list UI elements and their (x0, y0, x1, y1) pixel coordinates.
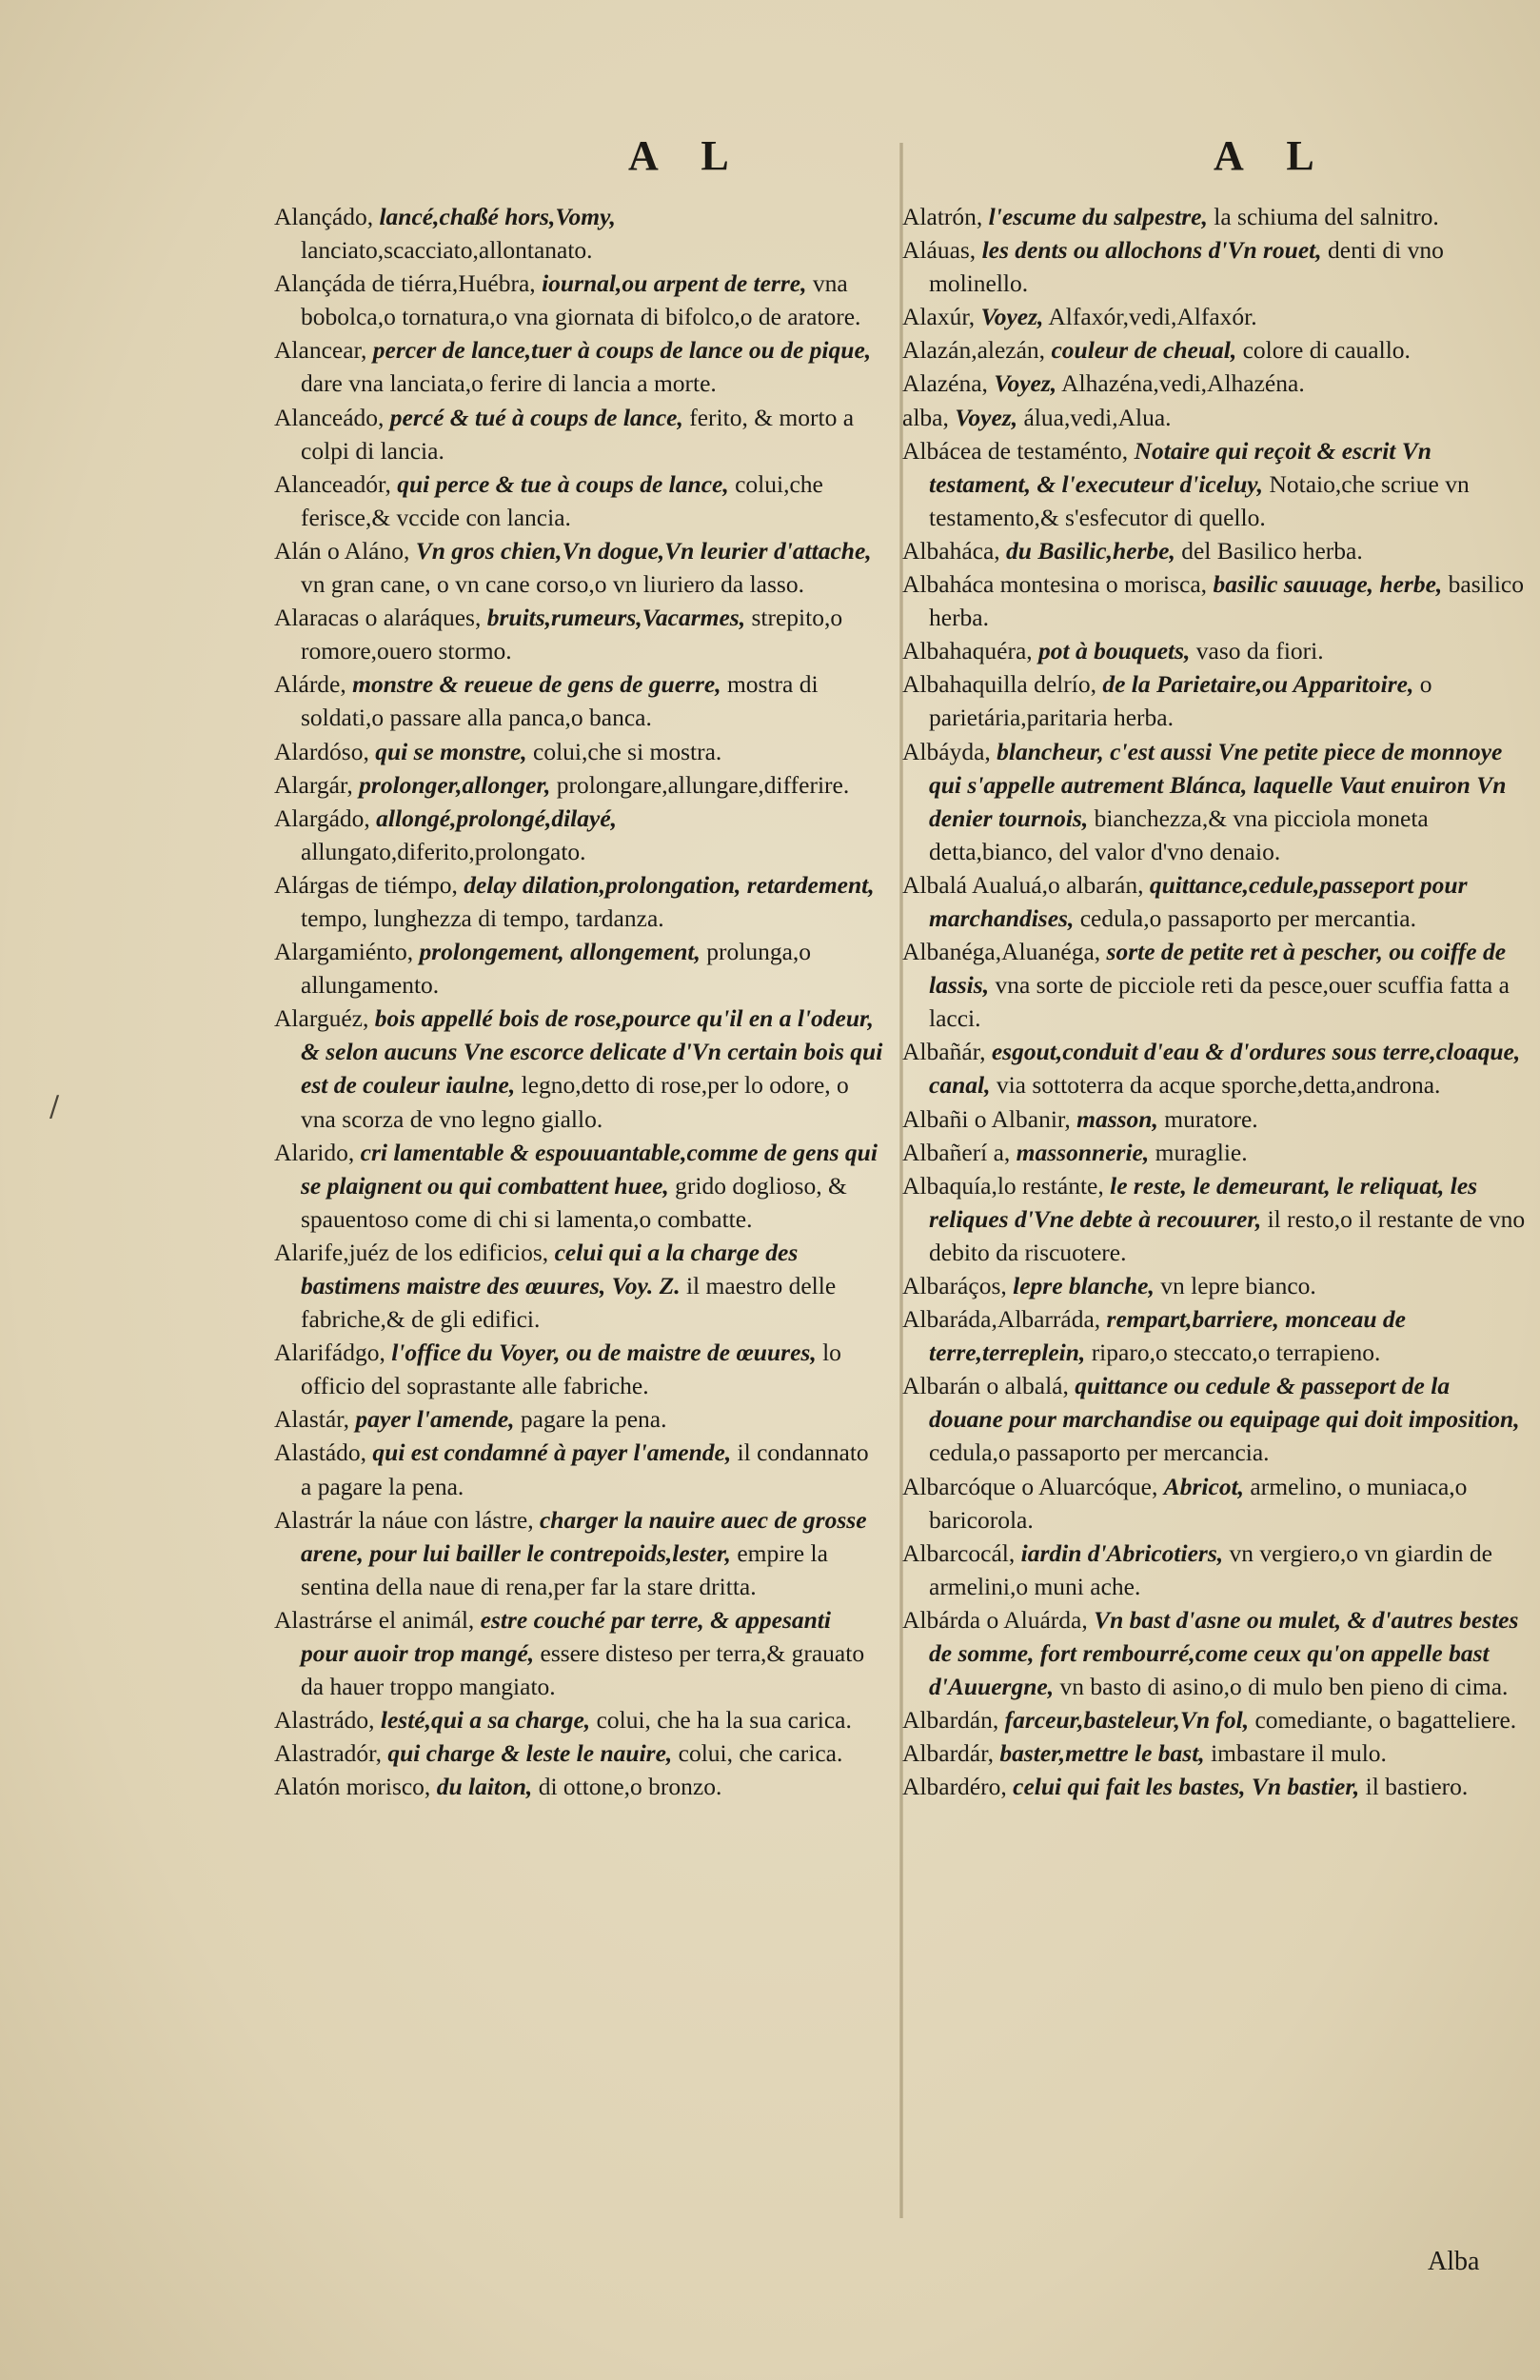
french-gloss: bruits,rumeurs,Vacarmes, (486, 604, 746, 632)
headword: Alargamiénto, (274, 938, 414, 966)
italian-gloss: denti di vno molinello. (929, 236, 1444, 298)
dictionary-entry (902, 1770, 1526, 1803)
dictionary-entry (902, 1470, 1526, 1537)
italian-gloss: basilico herba. (929, 570, 1524, 632)
italian-gloss: il resto,o il restante de vno debito da riscuotere. (929, 1204, 1526, 1266)
dictionary-entry (274, 1236, 883, 1336)
headword: Albaháca, (902, 536, 1000, 565)
french-gloss: celui qui a la charge des bastimens maistre des œuures, Voy. Z. (301, 1238, 799, 1299)
dictionary-entry (902, 667, 1526, 734)
french-gloss: lesté,qui a sa charge, (380, 1706, 591, 1735)
headword: Alaxúr, (902, 303, 976, 331)
headword: Alárgas de tiémpo, (274, 870, 458, 899)
headword: Alán o Aláno, (274, 536, 410, 565)
dictionary-entry (274, 1002, 883, 1135)
dictionary-entry (902, 1736, 1526, 1770)
headword: Albardán, (902, 1706, 999, 1735)
dictionary-entry (902, 1537, 1526, 1603)
italian-gloss: ferito, & morto a colpi di lancia. (301, 403, 855, 465)
french-gloss: lepre blanche, (1013, 1272, 1155, 1299)
headword: Alanceádo, (274, 403, 385, 431)
italian-gloss: lanciato,scacciato,allontanato. (301, 236, 593, 265)
headword: Albañi o Albanir, (902, 1104, 1071, 1133)
dictionary-entry (274, 1770, 883, 1803)
dictionary-entry (274, 1336, 883, 1402)
italian-gloss: armelino, o muniaca,o baricorola. (929, 1472, 1468, 1534)
dictionary-entry (902, 1102, 1526, 1136)
french-gloss: allongé,prolongé,dilayé, (376, 803, 618, 832)
italian-gloss: il condannato a pagare la pena. (301, 1438, 869, 1500)
french-gloss: Abricot, (1163, 1472, 1245, 1500)
headword: Alardóso, (274, 737, 369, 765)
dictionary-entry (274, 802, 883, 868)
headword: Albaháca montesina o morisca, (902, 570, 1208, 599)
italian-gloss: essere disteso per terra,& grauato da hauer troppo mangiato. (301, 1639, 865, 1701)
french-gloss: qui charge & leste le nauire, (387, 1739, 673, 1768)
french-gloss: qui se monstre, (375, 737, 527, 765)
headword: Albalá Aualuá,o albarán, (902, 870, 1144, 899)
italian-gloss: vna sorte de picciole reti da pesce,ouer scuffia fatta a lacci. (929, 971, 1510, 1033)
italian-gloss: grido doglioso, & spauentoso come di chi si lamenta,o combatte. (301, 1171, 847, 1233)
italian-gloss: Notaio,che scriue vn testamento,& s'esfecutor di quello. (929, 469, 1470, 531)
headword: Alárde, (274, 670, 346, 699)
headword: Albarcóque o Aluarcóque, (902, 1472, 1158, 1500)
italian-gloss: il bastiero. (1365, 1773, 1469, 1801)
italian-gloss: riparo,o steccato,o terrapieno. (1091, 1339, 1381, 1367)
left-column (274, 200, 883, 1804)
french-gloss: les dents ou allochons d'Vn rouet, (981, 236, 1322, 265)
italian-gloss: Alhazéna,vedi,Alhazéna. (1061, 369, 1305, 398)
french-gloss: delay dilation,prolongation, retardement, (464, 870, 875, 899)
french-gloss: percé & tué à coups de lance, (389, 403, 683, 431)
italian-gloss: tempo, lunghezza di tempo, tardanza. (301, 903, 664, 932)
italian-gloss: empire la sentina della naue di rena,per far la stare dritta. (301, 1538, 828, 1600)
headword: Alarguéz, (274, 1004, 369, 1033)
catchword: Alba (1428, 2247, 1480, 2276)
headword: Alançádo, (274, 203, 374, 230)
french-gloss: prolongement, allongement, (419, 938, 701, 966)
headword: Aláuas, (902, 236, 977, 265)
dictionary-entry (274, 267, 883, 333)
french-gloss: esgout,conduit d'eau & d'ordures sous terre,cloaque, canal, (929, 1038, 1521, 1100)
italian-gloss: colore di cauallo. (1242, 336, 1411, 365)
headword: Alastádo, (274, 1438, 367, 1467)
dictionary-entry (902, 1369, 1526, 1469)
italian-gloss: legno,detto di rose,per lo odore, o vna scorza de vno legno giallo. (301, 1071, 849, 1133)
italian-gloss: dare vna lanciata,o ferire di lancia a morte. (301, 369, 717, 398)
dictionary-entry (902, 1035, 1526, 1101)
dictionary-entry (274, 467, 883, 534)
italian-gloss: il maestro delle fabriche,& de gli edifici. (301, 1272, 837, 1334)
french-gloss: de la Parietaire,ou Apparitoire, (1102, 670, 1414, 699)
dictionary-entry (902, 1302, 1526, 1369)
headword: Alaracas o alaráques, (274, 604, 482, 632)
headword: Albarcocál, (902, 1538, 1016, 1567)
headword: Alargádo, (274, 803, 370, 832)
french-gloss: charger la nauire auec de grosse arene, pour lui bailler le contrepoids,lester, (301, 1505, 867, 1567)
headword: Albanéga,Aluanéga, (902, 938, 1101, 966)
dictionary-entry (902, 434, 1526, 534)
french-gloss: bois appellé bois de rose,pource qu'il en a l'odeur, & selon aucuns Vne escorce delicate d'Vn certain bois qui est de couleur iaulne, (301, 1004, 883, 1100)
headword: Alargár, (274, 770, 353, 799)
headword: Alazán,alezán, (902, 336, 1046, 365)
french-gloss: farceur,basteleur,Vn fol, (1004, 1706, 1250, 1735)
french-gloss: percer de lance,tuer à coups de lance ou de pique, (372, 336, 872, 365)
french-gloss: blancheur, c'est aussi Vne petite piece de monnoye qui s'appelle autrement Blánca, laquelle Vaut enuiron Vn denier tournois, (929, 737, 1507, 832)
italian-gloss: pagare la pena. (520, 1405, 667, 1434)
dictionary-entry (274, 1703, 883, 1736)
dictionary-entry (274, 1402, 883, 1436)
italian-gloss: lo officio del soprastante alle fabriche. (301, 1339, 841, 1400)
headword: Alazéna, (902, 369, 988, 398)
italian-gloss: muraglie. (1155, 1138, 1248, 1166)
dictionary-entry (902, 935, 1526, 1035)
italian-gloss: colui,che si mostra. (533, 737, 722, 765)
italian-gloss: o parietária,paritaria herba. (929, 670, 1432, 732)
italian-gloss: strepito,o romore,ouero stormo. (301, 604, 843, 665)
dictionary-entry (274, 601, 883, 667)
dictionary-entry (902, 634, 1526, 667)
headword: Albardár, (902, 1739, 994, 1768)
dictionary-entry (274, 200, 883, 267)
headword: Albárda o Aluárda, (902, 1605, 1088, 1634)
running-header-left: A L (628, 132, 746, 179)
french-gloss: payer l'amende, (355, 1405, 515, 1434)
french-gloss: iardin d'Abricotiers, (1020, 1538, 1224, 1567)
headword: Alanceadór, (274, 469, 391, 498)
dictionary-entry (902, 1269, 1526, 1302)
french-gloss: baster,mettre le bast, (999, 1739, 1205, 1768)
headword: Albañár, (902, 1038, 986, 1066)
headword: Alastrár la náue con lástre, (274, 1505, 534, 1534)
dictionary-entry (274, 1436, 883, 1502)
italian-gloss: imbastare il mulo. (1211, 1739, 1387, 1768)
italian-gloss: bianchezza,& vna picciola moneta detta,bianco, del valor d'vno denaio. (929, 803, 1429, 865)
headword: Albahaquéra, (902, 637, 1033, 665)
headword: Albaráda,Albarráda, (902, 1305, 1101, 1334)
french-gloss: du Basilic,herbe, (1006, 536, 1175, 565)
headword: Albaquía,lo restánte, (902, 1171, 1104, 1200)
french-gloss: prolonger,allonger, (359, 770, 551, 799)
headword: Alançáda de tiérra,Huébra, (274, 269, 536, 298)
headword: Albácea de testaménto, (902, 436, 1129, 465)
italian-gloss: muratore. (1164, 1104, 1258, 1133)
dictionary-entry (274, 667, 883, 734)
dictionary-entry (902, 300, 1526, 333)
dictionary-entry (274, 333, 883, 400)
french-gloss: sorte de petite ret à pescher, ou coiffe de lassis, (929, 938, 1507, 1000)
dictionary-entry (274, 935, 883, 1002)
dictionary-entry (902, 534, 1526, 567)
dictionary-entry (902, 401, 1526, 434)
italian-gloss: vn gran cane, o vn cane corso,o vn liuriero da lasso. (301, 570, 804, 599)
headword: Alastár, (274, 1405, 349, 1434)
dictionary-entry (902, 1136, 1526, 1169)
french-gloss: qui est condamné à payer l'amende, (372, 1438, 732, 1467)
french-gloss: Notaire qui reçoit & escrit Vn testament, & l'executeur d'iceluy, (929, 436, 1431, 498)
italian-gloss: del Basilico herba. (1181, 536, 1363, 565)
french-gloss: massonnerie, (1016, 1138, 1150, 1166)
french-gloss: quittance ou cedule & passeport de la douane pour marchandise ou equipage qui doit imposition, (929, 1372, 1520, 1434)
french-gloss: iournal,ou arpent de terre, (542, 269, 807, 298)
italian-gloss: vaso da fiori. (1195, 637, 1324, 665)
dictionary-entry (902, 367, 1526, 400)
dictionary-entry (274, 768, 883, 802)
headword: Albarán o albalá, (902, 1372, 1069, 1400)
dictionary-entry (274, 1136, 883, 1236)
french-gloss: le reste, le demeurant, le reliquat, les reliques d'Vne debte à recouurer, (929, 1171, 1478, 1233)
headword: Alatrón, (902, 203, 983, 230)
dictionary-entry (902, 1169, 1526, 1269)
italian-gloss: allungato,diferito,prolongato. (301, 837, 586, 865)
french-gloss: monstre & reueue de gens de guerre, (352, 670, 721, 699)
headword: Alarife,juéz de los edificios, (274, 1238, 549, 1266)
french-gloss: Vn bast d'asne ou mulet, & d'autres bestes de somme, fort rembourré,come ceux qu'on appelle bast d'Auuergne, (929, 1605, 1519, 1701)
italian-gloss: colui, che ha la sua carica. (596, 1706, 852, 1735)
dictionary-entry (274, 1603, 883, 1703)
right-column (902, 200, 1526, 1804)
headword: Albardéro, (902, 1773, 1007, 1801)
french-gloss: celui qui fait les bastes, Vn bastier, (1013, 1773, 1360, 1801)
headword: alba, (902, 403, 949, 431)
dictionary-entry (902, 735, 1526, 868)
dictionary-entry (274, 401, 883, 467)
dictionary-entry (902, 200, 1526, 233)
french-gloss: estre couché par terre, & appesanti pour auoir trop mangé, (301, 1605, 831, 1668)
french-gloss: quittance,cedule,passeport pour marchandises, (929, 870, 1468, 932)
italian-gloss: colui, che carica. (678, 1739, 843, 1768)
french-gloss: l'office du Voyer, ou de maistre de œuures, (391, 1339, 817, 1367)
italian-gloss: prolongare,allungare,differire. (556, 770, 850, 799)
french-gloss: lancé,chaßé hors,Vomy, (379, 203, 616, 230)
italian-gloss: álua,vedi,Alua. (1023, 403, 1172, 431)
headword: Alancear, (274, 336, 367, 365)
french-gloss: Vn gros chien,Vn dogue,Vn leurier d'attache, (415, 536, 872, 565)
italian-gloss: comediante, o bagatteliere. (1254, 1706, 1517, 1735)
dictionary-entry (902, 1703, 1526, 1736)
headword: Alastradór, (274, 1739, 382, 1768)
french-gloss: basilic sauuage, herbe, (1213, 570, 1443, 599)
dictionary-entry (274, 735, 883, 768)
dictionary-entry (902, 567, 1526, 634)
italian-gloss: vn basto di asino,o di mulo ben pieno di cima. (1059, 1673, 1509, 1701)
headword: Alastrárse el animál, (274, 1605, 475, 1634)
headword: Alarido, (274, 1138, 355, 1166)
italian-gloss: vn lepre bianco. (1160, 1272, 1316, 1299)
italian-gloss: vn vergiero,o vn giardin de armelini,o muni ache. (929, 1538, 1492, 1600)
headword: Albáyda, (902, 737, 991, 765)
french-gloss: l'escume du salpestre, (988, 203, 1208, 230)
french-gloss: rempart,barriere, monceau de terre,terreplein, (929, 1305, 1406, 1367)
dictionary-entry (274, 868, 883, 935)
italian-gloss: cedula,o passaporto per mercantia. (1079, 903, 1417, 932)
dictionary-entry (902, 333, 1526, 367)
italian-gloss: colui,che ferisce,& vccide con lancia. (301, 469, 823, 531)
italian-gloss: di ottone,o bronzo. (538, 1773, 722, 1801)
dictionary-entry (274, 534, 883, 601)
italian-gloss: prolunga,o allungamento. (301, 938, 812, 1000)
dictionary-entry (274, 1503, 883, 1603)
dictionary-entry (274, 1736, 883, 1770)
french-gloss: qui perce & tue à coups de lance, (397, 469, 729, 498)
french-gloss: cri lamentable & espouuantable,comme de gens qui se plaignent ou qui combattent huee, (301, 1138, 878, 1200)
italian-gloss: Alfaxór,vedi,Alfaxór. (1048, 303, 1257, 331)
italian-gloss: via sottoterra da acque sporche,detta,androna. (996, 1071, 1441, 1100)
french-gloss: du laiton, (436, 1773, 533, 1801)
dictionary-entry (902, 868, 1526, 935)
french-gloss: couleur de cheual, (1051, 336, 1237, 365)
headword: Albaráços, (902, 1272, 1007, 1299)
headword: Alastrádo, (274, 1706, 375, 1735)
dictionary-entry (902, 233, 1526, 300)
running-header-right: A L (1214, 132, 1332, 179)
french-gloss: Voyez, (994, 369, 1057, 398)
french-gloss: pot à bouquets, (1038, 637, 1191, 665)
margin-mark: / (49, 1090, 60, 1123)
dictionary-entry (902, 1603, 1526, 1703)
headword: Albahaquilla delrío, (902, 670, 1096, 699)
italian-gloss: vna bobolca,o tornatura,o vna giornata di bifolco,o de aratore. (301, 269, 861, 331)
headword: Alatón morisco, (274, 1773, 431, 1801)
french-gloss: Voyez, (955, 403, 1018, 431)
italian-gloss: la schiuma del salnitro. (1214, 203, 1439, 230)
french-gloss: masson, (1076, 1104, 1158, 1133)
french-gloss: Voyez, (980, 303, 1044, 331)
italian-gloss: mostra di soldati,o passare alla panca,o banca. (301, 670, 819, 732)
headword: Alarifádgo, (274, 1339, 385, 1367)
headword: Albañerí a, (902, 1138, 1011, 1166)
italian-gloss: cedula,o passaporto per mercancia. (929, 1438, 1270, 1467)
